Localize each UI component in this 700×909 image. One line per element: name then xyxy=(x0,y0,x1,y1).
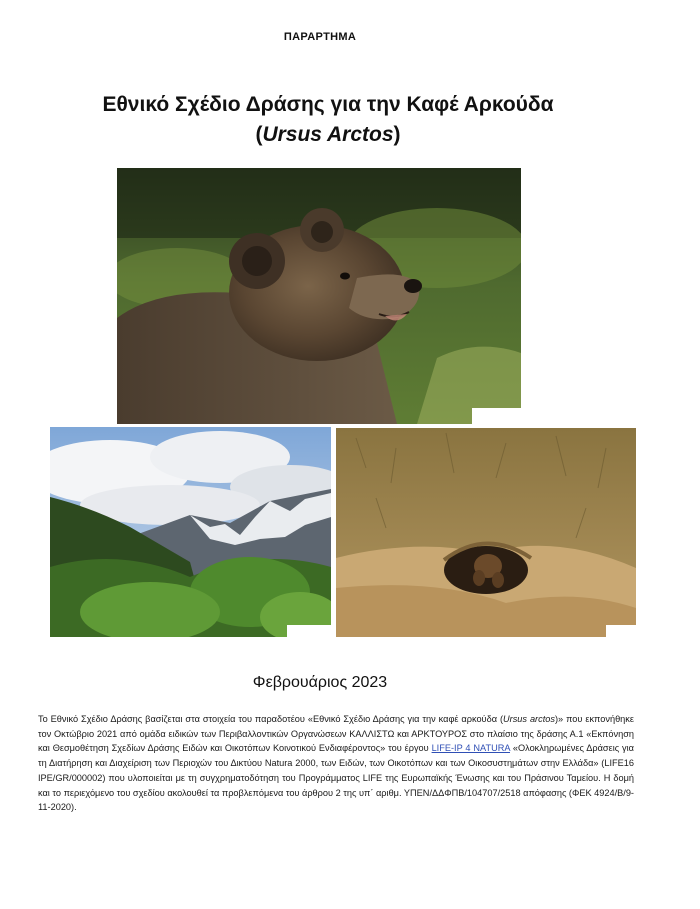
description-scientific-name: Ursus arctos xyxy=(503,714,555,724)
title-paren-close: ) xyxy=(393,123,401,146)
photo-corner-mask xyxy=(606,625,636,639)
description-text-2: )» που εκπονήθηκε τον Οκτώβριο 2021 από ομάδα ειδικών των Περιβαλλοντικών Οργανώσεων ΚΑΛΛΙΣΤΩ και ΑΡΚΤΟΥΡΟΣ στο πλαίσιο της δράσης Α.1 «Εκπόνηση και Θεσμοθέτηση Σχεδίων Δράσης Ειδών και Οικοτόπων Κοινοτικού Ενδιαφέροντος» του έργου xyxy=(38,714,634,754)
description-text-3: «Ολοκληρωμένες Δράσεις για τη Διατήρηση και Διαχείριση των Περιοχών του Δικτύου Natura 2000, των Ειδών, των Οικοτόπων και των Οικοσυστημάτων στην Ελλάδα» (LIFE16 IPE/GR/000002) που υλοποιείται με τη συγχρηματοδότηση του Προγράμματος LIFE της Ευρωπαϊκής Ένωσης και του Πράσινου Ταμείου. Η δομή και το περιεχόμενο του σχεδίου ακολουθεί τα προβλεπόμενα του άρθρου 2 της υπ΄ αριθμ. ΥΠΕΝ/ΔΔΦΠΒ/104707/2518 απόφασης (ΦΕΚ 4924/Β/9-11-2020). xyxy=(38,743,634,813)
annex-label: ΠΑΡΑΡΤΗΜΑ xyxy=(283,31,357,43)
title-line-2 xyxy=(20,120,636,150)
den-photo xyxy=(336,428,636,637)
photo-corner-mask xyxy=(472,408,521,424)
life-ip-4-natura-link[interactable]: LIFE-IP 4 NATURA xyxy=(431,743,510,754)
mountain-photo xyxy=(50,427,331,637)
title-line-1: Εθνικό Σχέδιο Δράσης για την Καφέ Αρκούδα xyxy=(102,93,554,116)
photo-corner-mask xyxy=(287,625,331,639)
scientific-name: Ursus Arctos xyxy=(262,123,394,146)
description-paragraph xyxy=(38,712,634,815)
bear-photo xyxy=(117,168,521,424)
publication-date: Φεβρουάριος 2023 xyxy=(252,674,388,691)
title-paren-open: ( xyxy=(255,123,263,146)
document-title xyxy=(20,90,636,150)
description-text-1: Το Εθνικό Σχέδιο Δράσης βασίζεται στα στοιχεία του παραδοτέου «Εθνικό Σχέδιο Δράσης για την καφέ αρκούδα ( xyxy=(38,714,504,724)
